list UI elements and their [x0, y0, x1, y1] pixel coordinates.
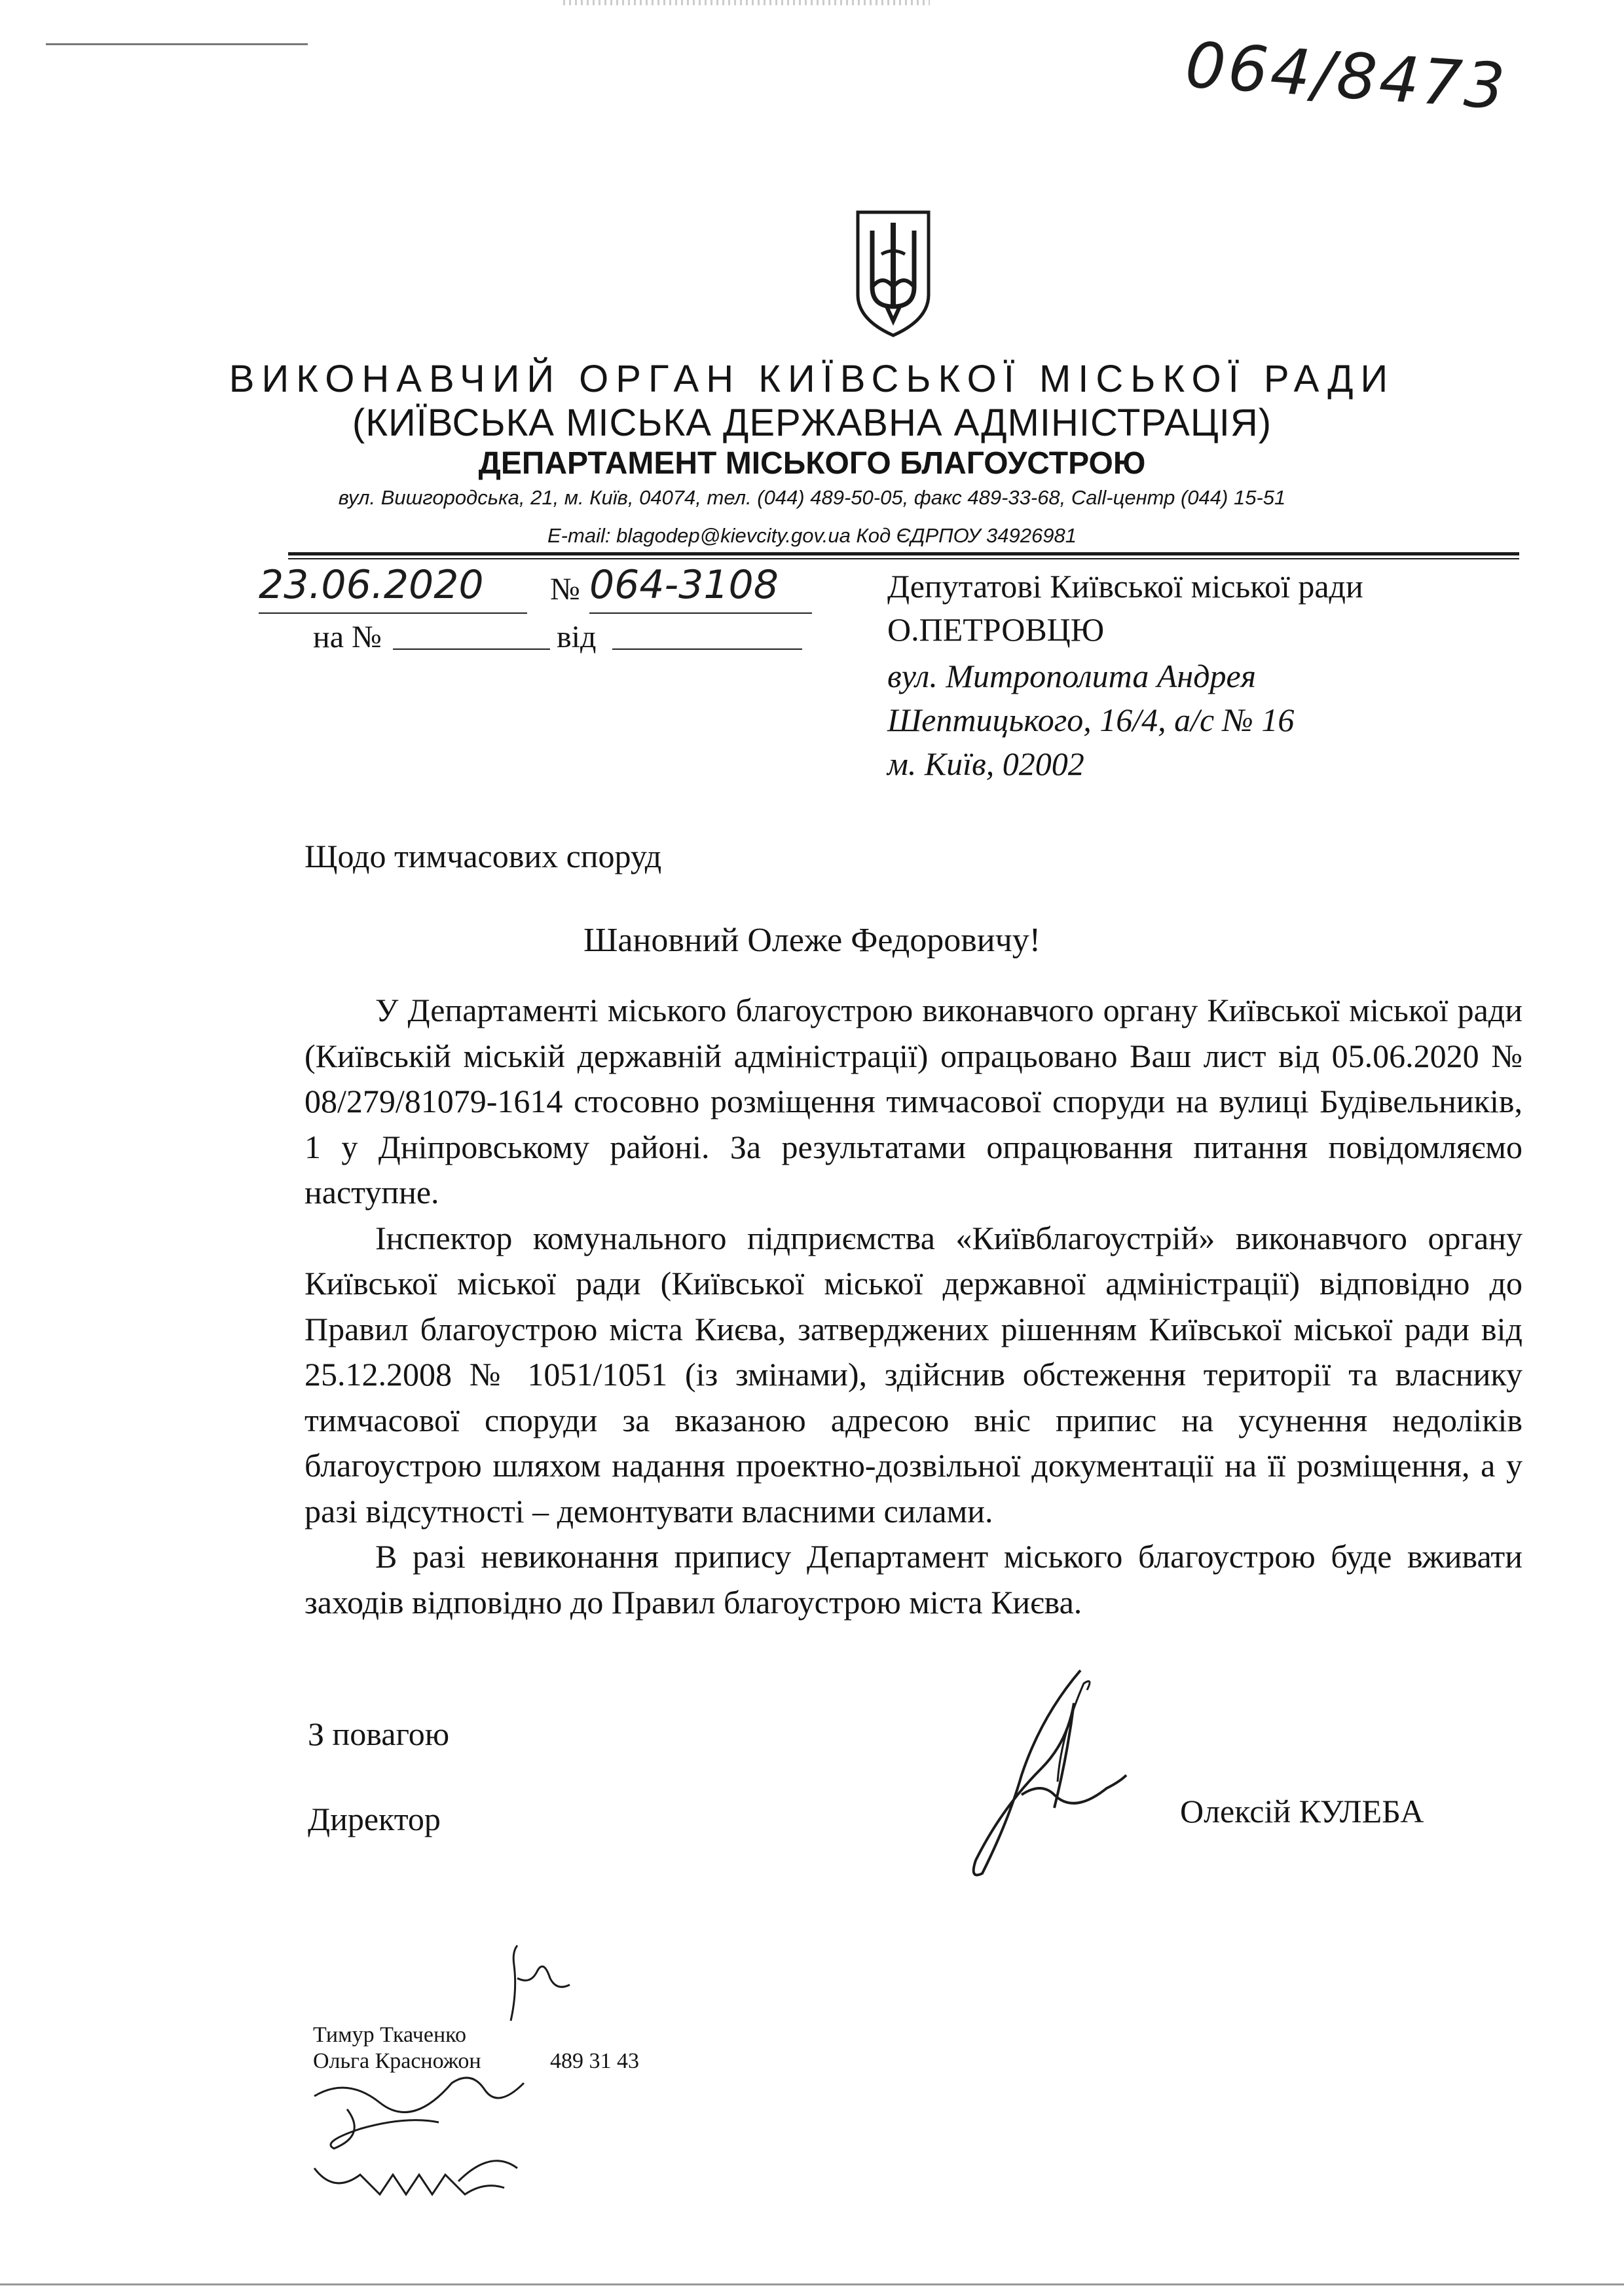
date-underline [259, 612, 527, 614]
reference-date-label: від [557, 620, 597, 654]
letterhead-department: ДЕПАРТАМЕНТ МІСЬКОГО БЛАГОУСТРОЮ [478, 446, 1146, 481]
approval-visa-signature [498, 1939, 576, 2024]
signer-position: Директор [308, 1801, 441, 1837]
addressee-name: О.ПЕТРОВЦЮ [887, 611, 1105, 648]
closing-regards: З повагою [308, 1716, 450, 1752]
body-paragraph: У Департаменті міського благоустрою виконавчого органу Київської міської ради (Київській міській державній адміністрації) опрацьовано Ваш лист від 05.06.2020 № 08/279/81079-1614 стосовно розміщення тимчасової споруди на вулиці Будівельників, 1 у Дніпровському районі. За результатами опрацювання питання повідомляємо наступне. [304, 992, 1522, 1211]
executor-name: Тимур Ткаченко [313, 2023, 466, 2047]
salutation: Шановний Олеже Федоровичу! [583, 922, 1041, 959]
reference-number-label: на № [313, 620, 382, 654]
outgoing-number: 064-3108 [589, 562, 779, 608]
letterhead-organization: ВИКОНАВЧИЙ ОРГАН КИЇВСЬКОЇ МІСЬКОЇ РАДИ [229, 358, 1395, 400]
letter-body [304, 988, 1522, 1625]
letter-subject: Щодо тимчасових споруд [304, 838, 662, 874]
letterhead-rule-thin [288, 558, 1519, 559]
addressee-street: вул. Митрополита Андрея [887, 658, 1256, 694]
registration-stamp: 064/8473 [1183, 28, 1510, 124]
number-underline [589, 612, 812, 614]
letterhead-administration: (КИЇВСЬКА МІСЬКА ДЕРЖАВНА АДМІНІСТРАЦІЯ) [352, 402, 1272, 444]
addressee-building: Шептицького, 16/4, а/с № 16 [887, 702, 1295, 738]
executor-name: Ольга Красножон [313, 2049, 481, 2073]
outgoing-number-label: № [550, 572, 580, 607]
addressee-city: м. Київ, 02002 [887, 745, 1084, 782]
scan-bottom-edge [0, 2283, 1624, 2285]
addressee-title: Депутатові Київської міської ради [887, 568, 1363, 605]
letterhead-address: вул. Вишгородська, 21, м. Київ, 04074, тел. (044) 489-50-05, факс 489-33-68, Call-центр (044) 15-51 [338, 486, 1286, 509]
approval-visa-signature [308, 2070, 583, 2201]
letterhead-rule [288, 552, 1519, 555]
coat-of-arms-icon [853, 208, 934, 339]
signer-name: Олексій КУЛЕБА [1180, 1793, 1424, 1830]
body-paragraph: В разі невиконання припису Департамент міського благоустрою буде вживати заходів відповідно до Правил благоустрою міста Києва. [304, 1538, 1522, 1621]
executor-phone: 489 31 43 [550, 2049, 639, 2073]
reference-number-blank [393, 648, 550, 650]
scan-mark-line [46, 43, 308, 45]
scan-speckle [563, 0, 930, 5]
body-paragraph: Інспектор комунального підприємства «Київблагоустрій» виконавчого органу Київської міської ради (Київської міської державної адміністрації) відповідно до Правил благоустрою міста Києва, затверджених рішенням Київської міської ради від 25.12.2008 № 1051/1051 (із змінами), здійснив обстеження території та власнику тимчасової споруди за вказаною адресою вніс припис на усунення недоліків благоустрою шляхом надання проектно-дозвільної документації на її розміщення, а у разі відсутності – демонтувати власними силами. [304, 1219, 1522, 1530]
outgoing-date: 23.06.2020 [259, 562, 484, 608]
letterhead-contacts: E-mail: blagodep@kievcity.gov.ua Код ЄДРПОУ 34926981 [547, 524, 1077, 547]
director-signature [943, 1664, 1159, 1886]
reference-date-blank [612, 648, 802, 650]
